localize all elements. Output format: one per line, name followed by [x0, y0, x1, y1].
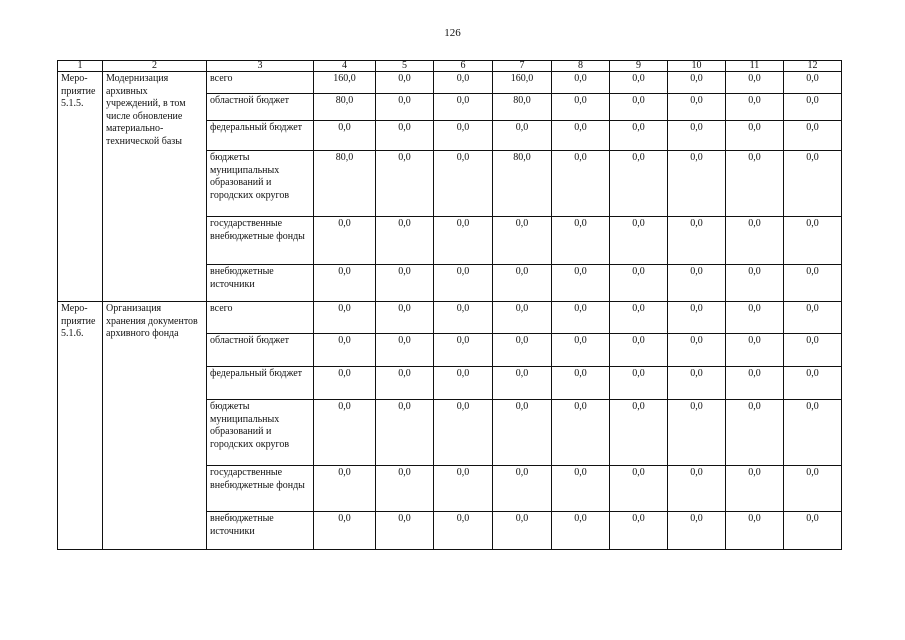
column-number: 9: [610, 61, 668, 72]
funding-source: всего: [207, 302, 314, 334]
funding-source: бюджеты муниципальных образований и городских округов: [207, 400, 314, 466]
amount-cell: 0,0: [552, 121, 610, 151]
amount-cell: 0,0: [552, 265, 610, 302]
funding-source: всего: [207, 72, 314, 94]
amount-cell: 0,0: [314, 466, 376, 512]
amount-cell: 0,0: [726, 400, 784, 466]
amount-cell: 0,0: [314, 121, 376, 151]
amount-cell: 0,0: [434, 302, 493, 334]
amount-cell: 80,0: [314, 94, 376, 121]
amount-cell: 0,0: [376, 72, 434, 94]
amount-cell: 0,0: [668, 302, 726, 334]
amount-cell: 0,0: [784, 512, 842, 550]
amount-cell: 0,0: [726, 302, 784, 334]
amount-cell: 0,0: [434, 121, 493, 151]
amount-cell: 0,0: [726, 512, 784, 550]
amount-cell: 0,0: [610, 302, 668, 334]
amount-cell: 0,0: [493, 217, 552, 265]
amount-cell: 0,0: [784, 265, 842, 302]
amount-cell: 0,0: [314, 302, 376, 334]
amount-cell: 0,0: [610, 121, 668, 151]
amount-cell: 0,0: [434, 265, 493, 302]
amount-cell: 160,0: [493, 72, 552, 94]
amount-cell: 0,0: [314, 217, 376, 265]
amount-cell: 0,0: [314, 512, 376, 550]
amount-cell: 0,0: [376, 334, 434, 367]
amount-cell: 80,0: [493, 94, 552, 121]
amount-cell: 0,0: [668, 466, 726, 512]
amount-cell: 0,0: [314, 265, 376, 302]
amount-cell: 0,0: [610, 151, 668, 217]
activity-code: Меро-приятие 5.1.5.: [58, 72, 103, 302]
amount-cell: 0,0: [784, 151, 842, 217]
amount-cell: 0,0: [493, 512, 552, 550]
amount-cell: 0,0: [668, 94, 726, 121]
amount-cell: 0,0: [726, 151, 784, 217]
amount-cell: 0,0: [784, 334, 842, 367]
amount-cell: 0,0: [314, 367, 376, 400]
amount-cell: 0,0: [610, 334, 668, 367]
column-number: 7: [493, 61, 552, 72]
amount-cell: 0,0: [552, 72, 610, 94]
column-number: 11: [726, 61, 784, 72]
amount-cell: 0,0: [726, 94, 784, 121]
amount-cell: 0,0: [493, 367, 552, 400]
amount-cell: 0,0: [314, 400, 376, 466]
amount-cell: 0,0: [668, 121, 726, 151]
page-number: 126: [444, 27, 461, 39]
amount-cell: 80,0: [314, 151, 376, 217]
amount-cell: 0,0: [668, 217, 726, 265]
column-number: 1: [58, 61, 103, 72]
amount-cell: 0,0: [552, 302, 610, 334]
amount-cell: 0,0: [434, 94, 493, 121]
amount-cell: 0,0: [726, 466, 784, 512]
amount-cell: 0,0: [493, 121, 552, 151]
amount-cell: 0,0: [610, 400, 668, 466]
funding-source: федеральный бюджет: [207, 121, 314, 151]
amount-cell: 0,0: [552, 151, 610, 217]
amount-cell: 0,0: [493, 400, 552, 466]
amount-cell: 0,0: [668, 265, 726, 302]
amount-cell: 0,0: [668, 367, 726, 400]
amount-cell: 0,0: [434, 512, 493, 550]
amount-cell: 0,0: [668, 72, 726, 94]
column-number: 12: [784, 61, 842, 72]
amount-cell: 0,0: [726, 217, 784, 265]
funding-source: внебюджетные источники: [207, 512, 314, 550]
amount-cell: 0,0: [434, 72, 493, 94]
amount-cell: 0,0: [493, 466, 552, 512]
amount-cell: 0,0: [434, 151, 493, 217]
amount-cell: 0,0: [493, 265, 552, 302]
activity-name: Организация хранения документов архивного фонда: [103, 302, 207, 550]
amount-cell: 0,0: [668, 334, 726, 367]
amount-cell: 0,0: [552, 400, 610, 466]
amount-cell: 0,0: [668, 400, 726, 466]
amount-cell: 0,0: [726, 72, 784, 94]
column-number: 3: [207, 61, 314, 72]
amount-cell: 0,0: [376, 121, 434, 151]
amount-cell: 0,0: [434, 400, 493, 466]
table-row: [58, 72, 842, 94]
amount-cell: 0,0: [610, 265, 668, 302]
amount-cell: 0,0: [784, 121, 842, 151]
column-number: 2: [103, 61, 207, 72]
amount-cell: 0,0: [376, 265, 434, 302]
activity-name: Модернизация архивных учреждений, в том числе обновление материально-технической базы: [103, 72, 207, 302]
column-number: 6: [434, 61, 493, 72]
amount-cell: 0,0: [610, 72, 668, 94]
amount-cell: 0,0: [726, 367, 784, 400]
column-number: 8: [552, 61, 610, 72]
amount-cell: 0,0: [376, 302, 434, 334]
amount-cell: 0,0: [610, 94, 668, 121]
funding-source: государственные внебюджетные фонды: [207, 217, 314, 265]
column-number: 4: [314, 61, 376, 72]
amount-cell: 0,0: [726, 334, 784, 367]
funding-source: внебюджетные источники: [207, 265, 314, 302]
amount-cell: 0,0: [784, 94, 842, 121]
amount-cell: 0,0: [376, 94, 434, 121]
amount-cell: 0,0: [314, 334, 376, 367]
amount-cell: 0,0: [376, 217, 434, 265]
amount-cell: 0,0: [784, 367, 842, 400]
amount-cell: 0,0: [552, 217, 610, 265]
amount-cell: 0,0: [434, 367, 493, 400]
amount-cell: 0,0: [493, 302, 552, 334]
amount-cell: 0,0: [376, 367, 434, 400]
amount-cell: 0,0: [784, 400, 842, 466]
amount-cell: 0,0: [434, 334, 493, 367]
amount-cell: 0,0: [552, 466, 610, 512]
budget-table: [57, 60, 842, 550]
amount-cell: 0,0: [552, 367, 610, 400]
amount-cell: 0,0: [784, 302, 842, 334]
amount-cell: 0,0: [376, 466, 434, 512]
column-number: 5: [376, 61, 434, 72]
amount-cell: 0,0: [610, 367, 668, 400]
amount-cell: 0,0: [610, 512, 668, 550]
amount-cell: 0,0: [726, 265, 784, 302]
funding-source: областной бюджет: [207, 94, 314, 121]
amount-cell: 0,0: [784, 72, 842, 94]
amount-cell: 0,0: [668, 151, 726, 217]
amount-cell: 0,0: [668, 512, 726, 550]
amount-cell: 0,0: [434, 217, 493, 265]
amount-cell: 0,0: [376, 512, 434, 550]
amount-cell: 0,0: [784, 217, 842, 265]
funding-source: бюджеты муниципальных образований и городских округов: [207, 151, 314, 217]
column-number: 10: [668, 61, 726, 72]
amount-cell: 0,0: [610, 466, 668, 512]
funding-source: областной бюджет: [207, 334, 314, 367]
activity-code: Меро-приятие 5.1.6.: [58, 302, 103, 550]
amount-cell: 0,0: [552, 334, 610, 367]
amount-cell: 0,0: [493, 334, 552, 367]
amount-cell: 160,0: [314, 72, 376, 94]
table-row: [58, 302, 842, 334]
amount-cell: 0,0: [552, 94, 610, 121]
amount-cell: 0,0: [552, 512, 610, 550]
amount-cell: 0,0: [376, 400, 434, 466]
funding-source: федеральный бюджет: [207, 367, 314, 400]
funding-source: государственные внебюджетные фонды: [207, 466, 314, 512]
amount-cell: 80,0: [493, 151, 552, 217]
amount-cell: 0,0: [376, 151, 434, 217]
amount-cell: 0,0: [784, 466, 842, 512]
amount-cell: 0,0: [610, 217, 668, 265]
column-number-row: [58, 61, 842, 72]
amount-cell: 0,0: [434, 466, 493, 512]
amount-cell: 0,0: [726, 121, 784, 151]
